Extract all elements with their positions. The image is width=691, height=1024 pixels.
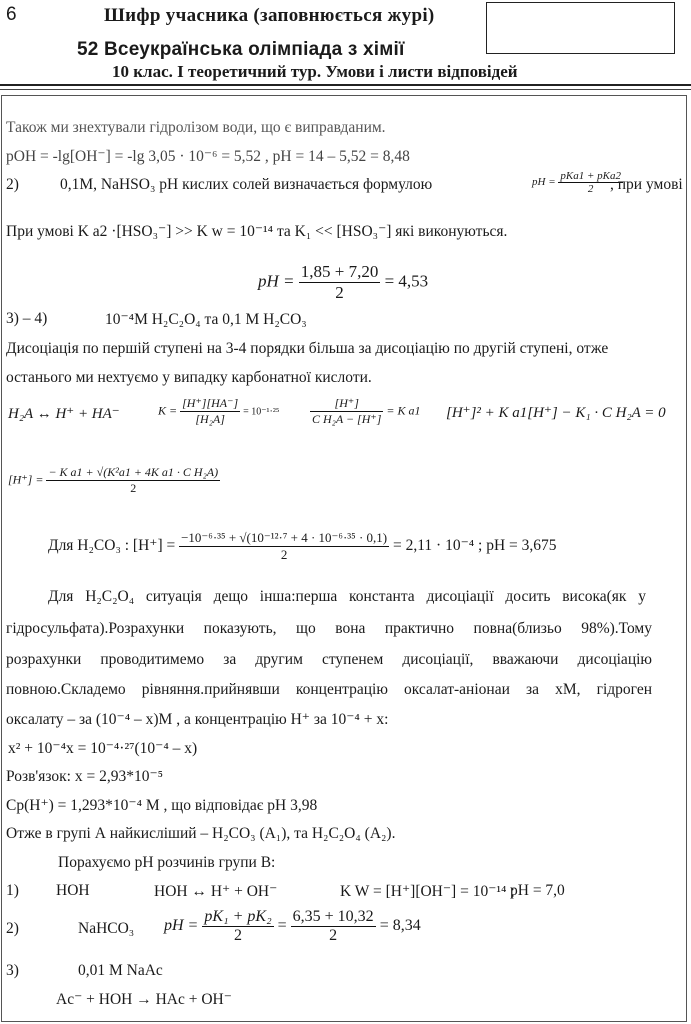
eq-num: 1,85 + 7,20 — [300, 262, 379, 281]
item-3-4-number: 3) – 4) — [6, 310, 48, 327]
paragraph-line-3: розрахунки проводитимемо за другим ступенем дисоціації, вважаючи дисоціацію — [6, 651, 652, 668]
b1-ph: pH = 7,0 — [510, 882, 565, 899]
quadratic-root — [8, 465, 220, 496]
eq-rhs: = 4,53 — [384, 271, 429, 291]
ka1-den: C H₂A − [H⁺] — [312, 412, 382, 426]
b3-reaction: Ac⁻ + HOH → HAc + OH⁻ — [56, 991, 232, 1008]
item-3-4-text: 10⁻⁴M H₂C₂O₄ та 0,1 M H₂CO₃ — [105, 311, 307, 328]
ka1-equation — [310, 396, 421, 427]
group-b-heading: Порахуємо pH розчинів групи B: — [58, 854, 276, 871]
header-divider-thin — [0, 89, 691, 90]
page-subtitle: 10 клас. І теоретичний тур. Умови і листи відповідей — [112, 62, 518, 81]
text-line-2: pOH = -lg[OH⁻] = -lg 3,05 · 10⁻⁶ = 5,52 , pH = 14 – 5,52 = 8,48 — [6, 148, 410, 165]
h2co3-den: 2 — [280, 547, 288, 562]
paragraph-line-4: повною.Складемо рівняння.прийнявши концентрацію оксалат-аніонаи за xM, гідроген — [6, 681, 652, 698]
b3-compound: 0,01 M NaAc — [78, 962, 163, 979]
b1-compound: HOH — [56, 882, 90, 899]
b2-equation — [164, 908, 421, 945]
paragraph-line-1: Для H₂C₂O₄ ситуація дещо інша:перша константа дисоціації досить висока(як у — [48, 588, 646, 605]
text-line-4: При умові K a2 ·[HSO₃⁻] >> K w = 10⁻¹⁴ та K₁ << [HSO₃⁻] які виконуються. — [6, 223, 508, 240]
h2co3-calculation — [48, 530, 557, 563]
b2-lhs: pH = — [164, 917, 199, 935]
root-lhs: [H⁺] = — [8, 472, 44, 487]
constant-equation — [158, 396, 279, 427]
k-num: [H⁺][HA⁻] — [182, 396, 239, 410]
k-den: [H₂A] — [195, 412, 225, 426]
participant-code-box — [486, 2, 675, 54]
oxalate-equation: x² + 10⁻⁴x = 10⁻⁴·²⁷(10⁻⁴ – x) — [8, 740, 198, 757]
item-2-tail: , при умові — [610, 176, 683, 193]
text-line-8: останього ми нехтуємо у випадку карбонатної кислоти. — [6, 369, 372, 386]
concentration-line: Cp(H⁺) = 1,293*10⁻⁴ M , що відповідає pH 3,98 — [6, 797, 318, 814]
h2co3-rhs: = 2,11 · 10⁻⁴ ; pH = 3,675 — [393, 537, 557, 555]
page-number: 6 — [6, 4, 17, 25]
ka1-rhs: = K a1 — [386, 403, 421, 418]
h2co3-num: −10⁻⁶·³⁵ + √(10⁻¹²·⁷ + 4 · 10⁻⁶·³⁵ · 0,1) — [181, 530, 388, 545]
h2co3-prefix: Для H₂CO₃ : [H⁺] = — [48, 537, 176, 555]
k-rhs: = 10⁻¹·²⁵ — [243, 406, 280, 418]
eq-den: 2 — [335, 283, 344, 302]
b2-den1: 2 — [233, 927, 242, 944]
ph-equation-4-53 — [258, 262, 428, 303]
b1-kw: K W = [H⁺][OH⁻] = 10⁻¹⁴ ; — [340, 883, 515, 900]
quadratic-equation: [H⁺]² + K a1[H⁺] − K₁ · C H₂A = 0 — [446, 405, 666, 421]
b1-number: 1) — [6, 882, 19, 899]
eq-lhs: pH = — [258, 271, 295, 291]
text-line-1: Також ми знехтували гідролізом води, що є виправданим. — [6, 119, 386, 136]
header-divider — [0, 84, 691, 86]
b3-number: 3) — [6, 962, 19, 979]
item-2-frac-den: 2 — [587, 183, 594, 195]
participant-code-title: Шифр учасника (заповнюється журі) — [104, 5, 435, 26]
item-2-formula: pH = $\frac{\text{pKa1 + pKa2}}{2}$ — [532, 170, 621, 195]
item-2-text: 0,1M, NaHSO₃ pH кислих солей визначається формулою — [60, 176, 433, 193]
root-den: 2 — [130, 481, 137, 495]
b2-num1: pK₁ + pK₂ — [204, 908, 272, 925]
b2-den2: 2 — [329, 927, 338, 944]
ka1-num: [H⁺] — [310, 396, 383, 412]
item-2-frac-num: pKa1 + pKa2 — [560, 170, 621, 182]
solution-line: Розв'язок: x = 2,93*10⁻⁵ — [6, 768, 164, 785]
b2-num2: 6,35 + 10,32 — [292, 908, 374, 925]
b2-compound: NaHCO₃ — [78, 920, 135, 937]
root-num: − K a1 + √(K²a1 + 4K a1 · C H₂A) — [48, 465, 219, 479]
b2-rhs: = 8,34 — [379, 917, 421, 935]
k-lhs: K = — [158, 403, 178, 418]
conclusion-line: Отже в групі А найкисліший – H₂CO₃ (A₁), та H₂C₂O₄ (A₂). — [6, 825, 396, 842]
paragraph-line-2: гідросульфата).Розрахунки показують, що вона практично повна(близьо 98%).Тому — [6, 620, 652, 637]
dissociation-equation: H₂A ↔ H⁺ + HA⁻ — [8, 406, 120, 422]
item-2-number: 2) — [6, 176, 19, 193]
b2-eq: = — [277, 917, 287, 935]
b1-reaction: HOH ↔ H⁺ + OH⁻ — [154, 883, 278, 900]
paragraph-line-5: оксалату – за (10⁻⁴ – x)M , а концентрацію H⁺ за 10⁻⁴ + x: — [6, 711, 389, 728]
olympiad-title: 52 Всеукраїнська олімпіада з хімії — [77, 39, 405, 60]
text-line-7: Дисоціація по першій ступені на 3-4 порядки більша за дисоціацію по другій ступені, отже — [6, 340, 609, 357]
b2-number: 2) — [6, 920, 19, 937]
